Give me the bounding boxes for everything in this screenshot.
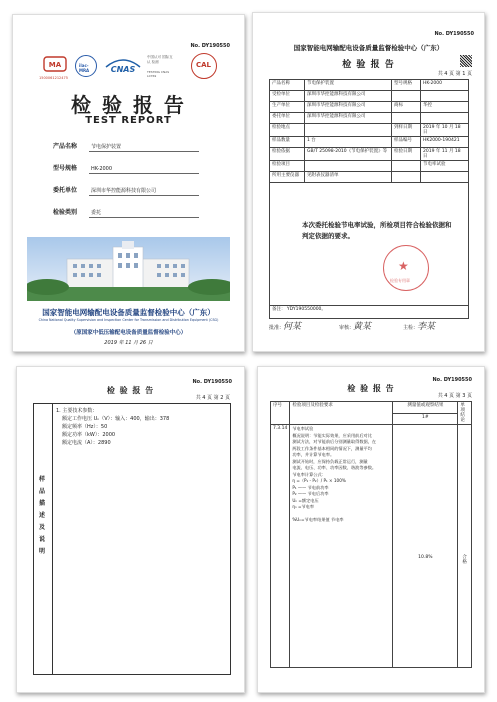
table-row xyxy=(270,137,469,148)
cell-label xyxy=(392,91,421,102)
field-underline xyxy=(89,173,199,174)
report-number: No. DY190550 xyxy=(434,31,474,37)
header-item: 检验项目及检验要求 xyxy=(290,402,393,425)
svg-text:MA: MA xyxy=(48,61,62,69)
cell-value: HK2000-190421 xyxy=(421,137,469,148)
table-row xyxy=(270,91,469,102)
conclusion-text: 本次委托检验节电率试验，所检项目符合检验依据和判定依据的要求。 xyxy=(302,221,452,240)
building-icon xyxy=(27,237,230,301)
cnas-caption: 中国认可 国际互认 检测 xyxy=(147,55,173,64)
cell-value: 节电保护装置 xyxy=(305,80,392,91)
cover-title-en: TEST REPORT xyxy=(85,115,172,126)
field-underline xyxy=(89,151,199,152)
item-line: η =（P₁ - P₂）/ P₁ × 100% xyxy=(292,478,346,483)
center-name: 国家智能电网输配电设备质量监督检验中心（广东） xyxy=(293,44,444,52)
cell-label: 检验地点 xyxy=(270,124,305,137)
report-page-results xyxy=(257,366,485,693)
cell-label: 检验日期 xyxy=(392,148,421,161)
item-line: 功率，并计算节电率。 xyxy=(292,452,335,457)
field-underline xyxy=(89,195,199,196)
cell-label: 样品数量 xyxy=(270,137,305,148)
item-line: 测试方法，对节能前后分别测量取得数据，在 xyxy=(292,439,377,444)
header-no: 序号 xyxy=(271,402,290,425)
cover-date: 2019 年 11 月 26 日 xyxy=(104,340,153,346)
cell-value: 华控 xyxy=(421,102,469,113)
result-value: 10.8% xyxy=(393,425,458,668)
cell-label: 所用主要仪器 xyxy=(270,172,305,183)
qr-code-icon xyxy=(460,55,472,67)
item-description xyxy=(290,425,393,668)
table-row xyxy=(270,102,469,113)
cell-value: 2019 年 11 月 18 日 xyxy=(421,148,469,161)
item-line: 节电率计算公式： xyxy=(292,471,326,477)
report-page-sample xyxy=(16,366,245,693)
cnas-label: CNAS xyxy=(110,65,136,74)
cell-value: 深圳市华控能源科技有限公司 xyxy=(305,91,392,102)
result-conclusion: 合格 xyxy=(458,425,472,668)
param-line: 1. 主要技术参数： xyxy=(56,408,98,414)
cover-page xyxy=(12,14,245,352)
cell-value: GB/T 25098-2010《节电保护装置》等 xyxy=(305,148,392,161)
cell-value xyxy=(421,113,469,124)
header-sample: 1# xyxy=(393,413,458,425)
official-stamp xyxy=(383,245,429,291)
cell-label xyxy=(392,161,421,172)
cal-label: CAL xyxy=(196,61,212,69)
sample-box xyxy=(33,403,231,675)
cell-value xyxy=(421,172,469,183)
table-row xyxy=(270,148,469,161)
page-info: 共 4 页 第 3 页 xyxy=(437,393,472,399)
result-label: 节电率 xyxy=(331,516,344,522)
item-line: 节电率试验 xyxy=(292,426,314,431)
cell-value xyxy=(305,161,392,172)
cell-label: 检验项目 xyxy=(270,161,305,172)
cma-icon xyxy=(43,55,67,75)
field-underline xyxy=(89,217,199,218)
signature-main: 李某 xyxy=(417,322,436,332)
sign-label-main: 主检： xyxy=(403,325,419,331)
cell-label: 生产单位 xyxy=(270,102,305,113)
param-line: 额定功率（kW）：2000 xyxy=(62,432,116,438)
table-row xyxy=(270,113,469,124)
signature-review: 黄某 xyxy=(353,322,372,332)
report-number: No. DY190550 xyxy=(192,379,232,385)
cell-label: 商标 xyxy=(392,102,421,113)
cell-value: 深圳市华控能源科技有限公司 xyxy=(305,113,392,124)
cell-label: 样品编号 xyxy=(392,137,421,148)
table-row xyxy=(270,124,469,137)
cell-label: 产品名称 xyxy=(270,80,305,91)
cell-value xyxy=(305,124,392,137)
cal-logo-icon xyxy=(191,53,217,79)
page-title: 检 验 报 告 xyxy=(342,60,395,70)
item-line: P₁ —— 节电前功率 xyxy=(292,484,329,490)
table-row xyxy=(270,183,469,306)
building-illustration xyxy=(27,237,230,301)
ilac-logo-icon: ilac-MRA xyxy=(75,55,97,77)
report-number: No. DY190550 xyxy=(190,43,230,49)
report-number: No. DY190550 xyxy=(432,377,472,383)
page-title: 检 验 报 告 xyxy=(347,383,395,393)
field-value-product: 节电保护装置 xyxy=(91,144,122,150)
cell-label: 受检单位 xyxy=(270,91,305,102)
table-header-row xyxy=(271,402,472,414)
item-line: 测试开始时，应保持负载正常运行，测量 xyxy=(292,458,368,464)
cover-title-cn: 检 验 报 告 xyxy=(71,93,186,117)
param-line: 额定频率（Hz）：50 xyxy=(62,424,108,430)
page-info: 共 4 页 第 1 页 xyxy=(437,71,472,77)
summary-table xyxy=(269,79,469,319)
item-line: %Uₙ=节电率结果值 xyxy=(292,516,330,522)
sign-label-approve: 批准： xyxy=(269,325,285,331)
header-measure: 测量值或观察结果 xyxy=(393,402,458,414)
param-line: 额定电流（A）：2890 xyxy=(62,440,111,446)
item-line: 概况说明：节能实际效果，应采用前后对比 xyxy=(292,432,372,438)
field-label-model: 型号规格 xyxy=(53,165,78,172)
table-row xyxy=(270,161,469,172)
center-name-en: China National Quality Supervision and Inspection Center for Transmission and Distribution Equipment (CSG) xyxy=(38,318,219,322)
center-name-cn: 国家智能电网输配电设备质量监督检验中心（广东） xyxy=(42,308,215,317)
field-value-model: HK-2000 xyxy=(91,166,113,172)
stamp-text: 检验专用章 xyxy=(390,278,410,283)
item-line: Uₙ =额定电压 xyxy=(292,497,319,503)
cell-value: 节电率试验 xyxy=(421,161,469,172)
side-column xyxy=(34,404,53,674)
report-page-summary xyxy=(252,12,485,352)
results-table xyxy=(270,401,472,668)
item-line: 两段工作条件基本相同的情况下，测量平均 xyxy=(292,445,372,451)
cell-value: 深圳市华控能源科技有限公司 xyxy=(305,102,392,113)
cma-number: 1500061212475 xyxy=(39,76,68,80)
cell-label xyxy=(392,172,421,183)
header-conclusion: 单项结论 xyxy=(458,402,472,425)
cell-value: HK-2000 xyxy=(421,80,469,91)
signature-approve: 何某 xyxy=(283,322,302,332)
table-row xyxy=(271,425,472,668)
cell-label xyxy=(392,113,421,124)
item-line: ηₙ =节电率 xyxy=(292,504,315,509)
sign-label-review: 审核： xyxy=(339,325,355,331)
cnas-sub: TESTING CNAS L0769 xyxy=(147,70,170,78)
cell-value: 见附表仪器清单 xyxy=(305,172,392,183)
cell-label: 型号规格 xyxy=(392,80,421,91)
cell-label: 委托单位 xyxy=(270,113,305,124)
cell-value: 2019 年 10 月 18 日 xyxy=(421,124,469,137)
page-info: 共 4 页 第 2 页 xyxy=(195,395,230,401)
field-value-category: 委托 xyxy=(91,210,102,216)
table-row xyxy=(270,80,469,91)
side-label: 样品描述及说明 xyxy=(39,476,46,555)
star-icon: ★ xyxy=(398,259,409,273)
table-row xyxy=(270,306,469,319)
item-line: P₂ —— 节电后功率 xyxy=(292,491,329,496)
cell-label: 到样日期 xyxy=(392,124,421,137)
table-row xyxy=(270,172,469,183)
cma-logo xyxy=(39,55,68,80)
cell-value xyxy=(421,91,469,102)
param-line: 额定工作电压 Uₙ（V）：输入：400，输出：378 xyxy=(62,416,170,422)
cnas-logo xyxy=(103,55,143,75)
field-label-category: 检验类别 xyxy=(53,209,78,216)
item-number: 7.3.14 xyxy=(271,425,290,668)
center-subname: （原国家中低压输配电设备质量监督检验中心） xyxy=(70,330,187,336)
page-title: 检 验 报 告 xyxy=(106,385,155,395)
cell-label: 检验依据 xyxy=(270,148,305,161)
cnas-icon xyxy=(103,55,143,77)
field-label-client: 委托单位 xyxy=(53,187,78,194)
field-value-client: 深圳市华控能源科技有限公司 xyxy=(91,188,157,194)
cell-value: 1 台 xyxy=(305,137,392,148)
field-label-product: 产品名称 xyxy=(53,143,78,150)
remark-text: 备注： YDY190550000。 xyxy=(272,307,326,312)
item-line: 电流、电压、功率、功率因数、谐波等参数。 xyxy=(292,465,377,470)
